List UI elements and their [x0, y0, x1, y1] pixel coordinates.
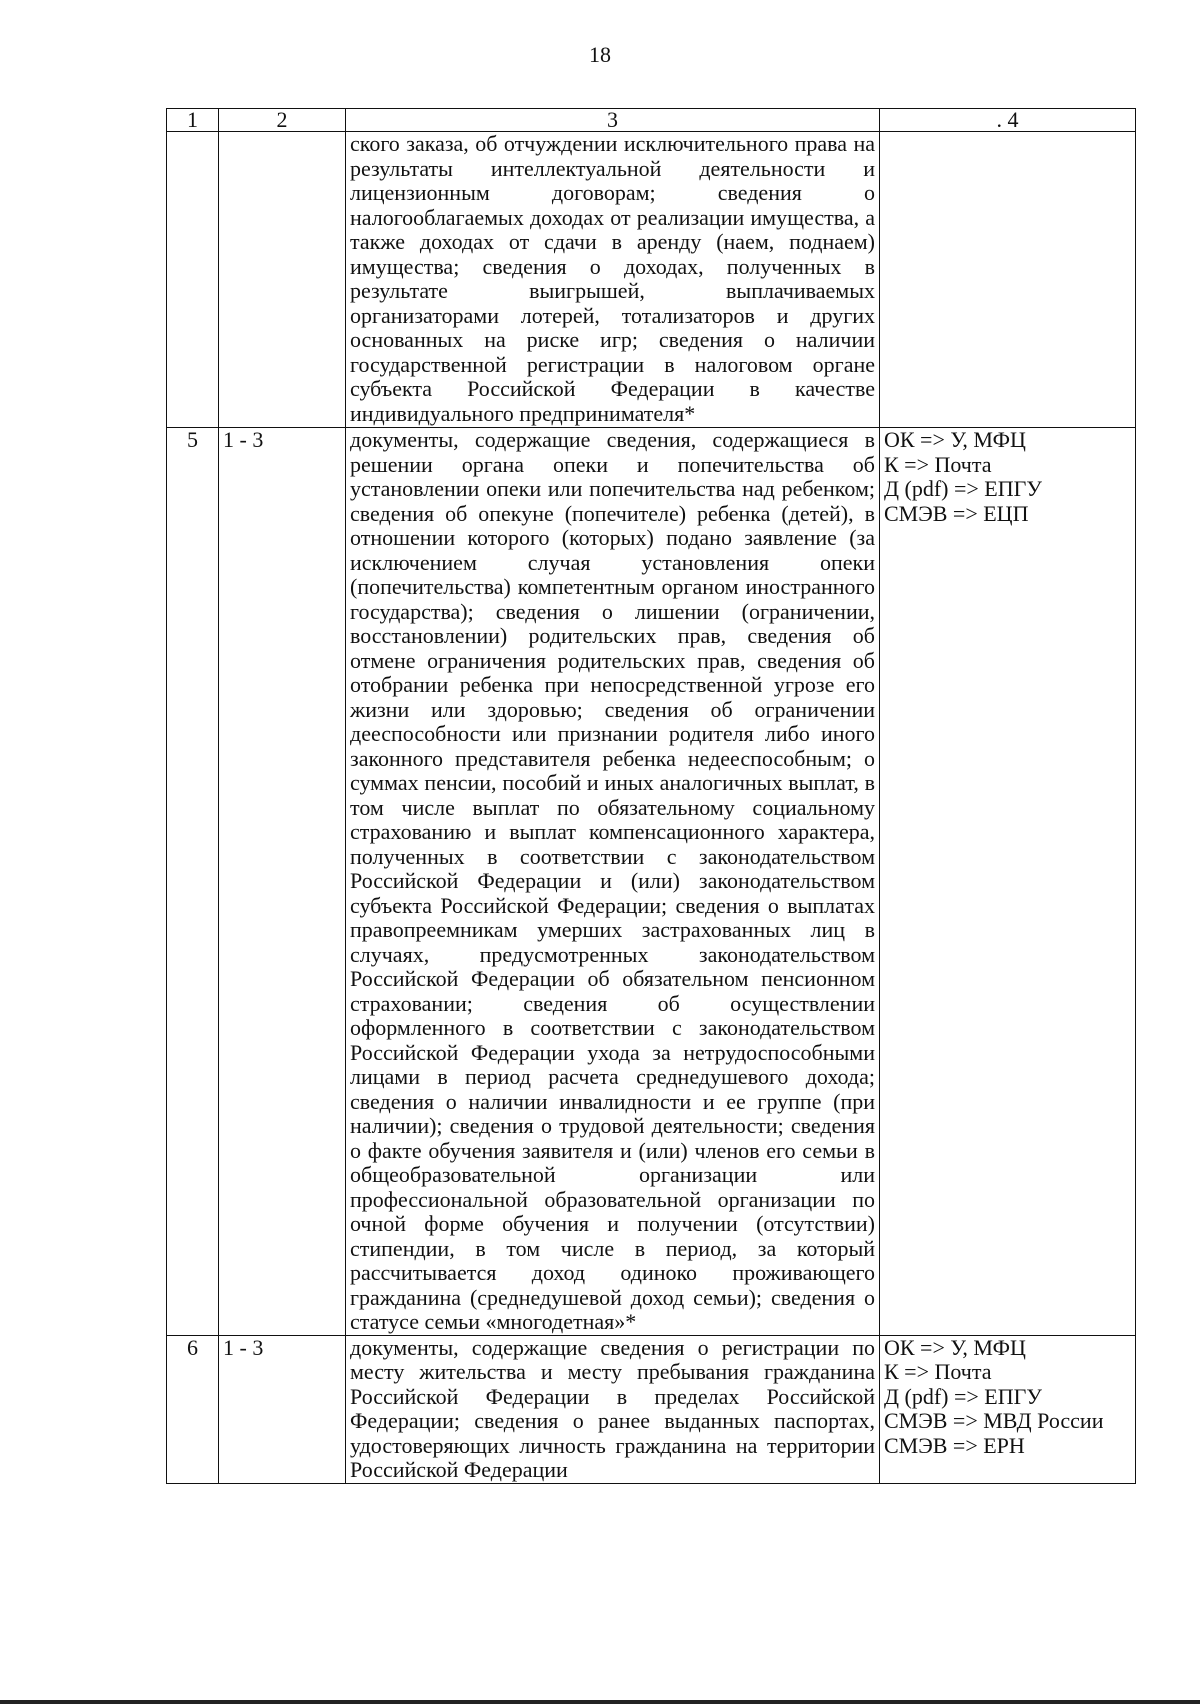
column-header-1: 1 [167, 109, 219, 132]
column-header-2: 2 [219, 109, 346, 132]
row-number: 5 [167, 428, 219, 1336]
channel-item: К => Почта [884, 451, 992, 477]
row-description: ского заказа, об отчуждении исключительного права на результаты интеллектуальной деятельности и лицензионным договорам; сведения о налогооблагаемых доходах от реализации имущества, а также доходах от сдачи в аренду (наем, поднаем) имущества; сведения о доходах, полученных в результате выигрышей, выплачиваемых организаторами лотерей, тотализаторов и других основанных на риске игр; сведения о наличии государственной регистрации в налоговом органе субъекта Российской Федерации в качестве индивидуального предпринимателя* [346, 132, 880, 428]
column-header-3: 3 [346, 109, 880, 132]
row-channels [880, 132, 1136, 428]
channel-item: ОК => У, МФЦ [884, 427, 1026, 452]
document-table [166, 108, 1136, 1484]
row-range: 1 - 3 [219, 1335, 346, 1483]
row-description: документы, содержащие сведения о регистрации по месту жительства и месту пребывания гражданина Российской Федерации в пределах Российской Федерации; сведения о ранее выданных паспортах, удостоверяющих личность гражданина на территории Российской Федерации [346, 1335, 880, 1483]
table-header-row [167, 109, 1136, 132]
channel-item: СМЭВ => МВД России [884, 1408, 1104, 1433]
row-description: документы, содержащие сведения, содержащиеся в решении органа опеки и попечительства об установлении опеки или попечительства над ребенком; сведения об опекуне (попечителе) ребенка (детей), в отношении которого (которых) подано заявление (за исключением случая установления опеки (попечительства) компетентным органом иностранного государства); сведения о лишении (ограничении, восстановлении) родительских прав, сведения об отмене ограничения родительских прав, сведения об отобрании ребенка при непосредственной угрозе его жизни или здоровью; сведения об ограничении дееспособности или признании родителя либо иного законного представителя ребенка недееспособным; о суммах пенсии, пособий и иных аналогичных выплат, в том числе выплат по обязательному социальному страхованию и выплат компенсационного характера, полученных в соответствии с законодательством Российской Федерации и (или) законодательством субъекта Российской Федерации; сведения о выплатах правопреемникам умерших застрахованных лиц в случаях, предусмотренных законодательством Российской Федерации об обязательном пенсионном страховании; сведения об осуществлении оформленного в соответствии с законодательством Российской Федерации ухода за нетрудоспособными лицами в период расчета среднедушевого дохода; сведения о наличии инвалидности и ее группе (при наличии); сведения о трудовой деятельности; сведения о факте обучения заявителя и (или) членов его семьи в общеобразовательной организации или профессиональной образовательной организации по очной форме обучения и получении (отсутствии) стипендии, в том числе в период, за который рассчитывается доход одиноко проживающего гражданина (среднедушевой доход семьи); сведения о статусе семьи «многодетная»* [346, 428, 880, 1336]
row-number: 6 [167, 1335, 219, 1483]
channel-item: Д (pdf) => ЕПГУ [884, 476, 1042, 501]
table-row [167, 1335, 1136, 1483]
channel-item: К => Почта [884, 1359, 992, 1384]
table-row [167, 132, 1136, 428]
row-range [219, 132, 346, 428]
channel-item: СМЭВ => ЕЦП [884, 500, 1029, 526]
channel-item: Д (pdf) => ЕПГУ [884, 1383, 1042, 1409]
row-channels [880, 428, 1136, 1336]
channel-item: СМЭВ => ЕРН [884, 1432, 1025, 1458]
row-channels [880, 1335, 1136, 1483]
table-row [167, 428, 1136, 1336]
channel-item: ОК => У, МФЦ [884, 1334, 1026, 1360]
page-bottom-rule [0, 1700, 1200, 1704]
page-number: 18 [589, 42, 611, 67]
row-number [167, 132, 219, 428]
column-header-4: . 4 [880, 109, 1136, 132]
row-range: 1 - 3 [219, 428, 346, 1336]
